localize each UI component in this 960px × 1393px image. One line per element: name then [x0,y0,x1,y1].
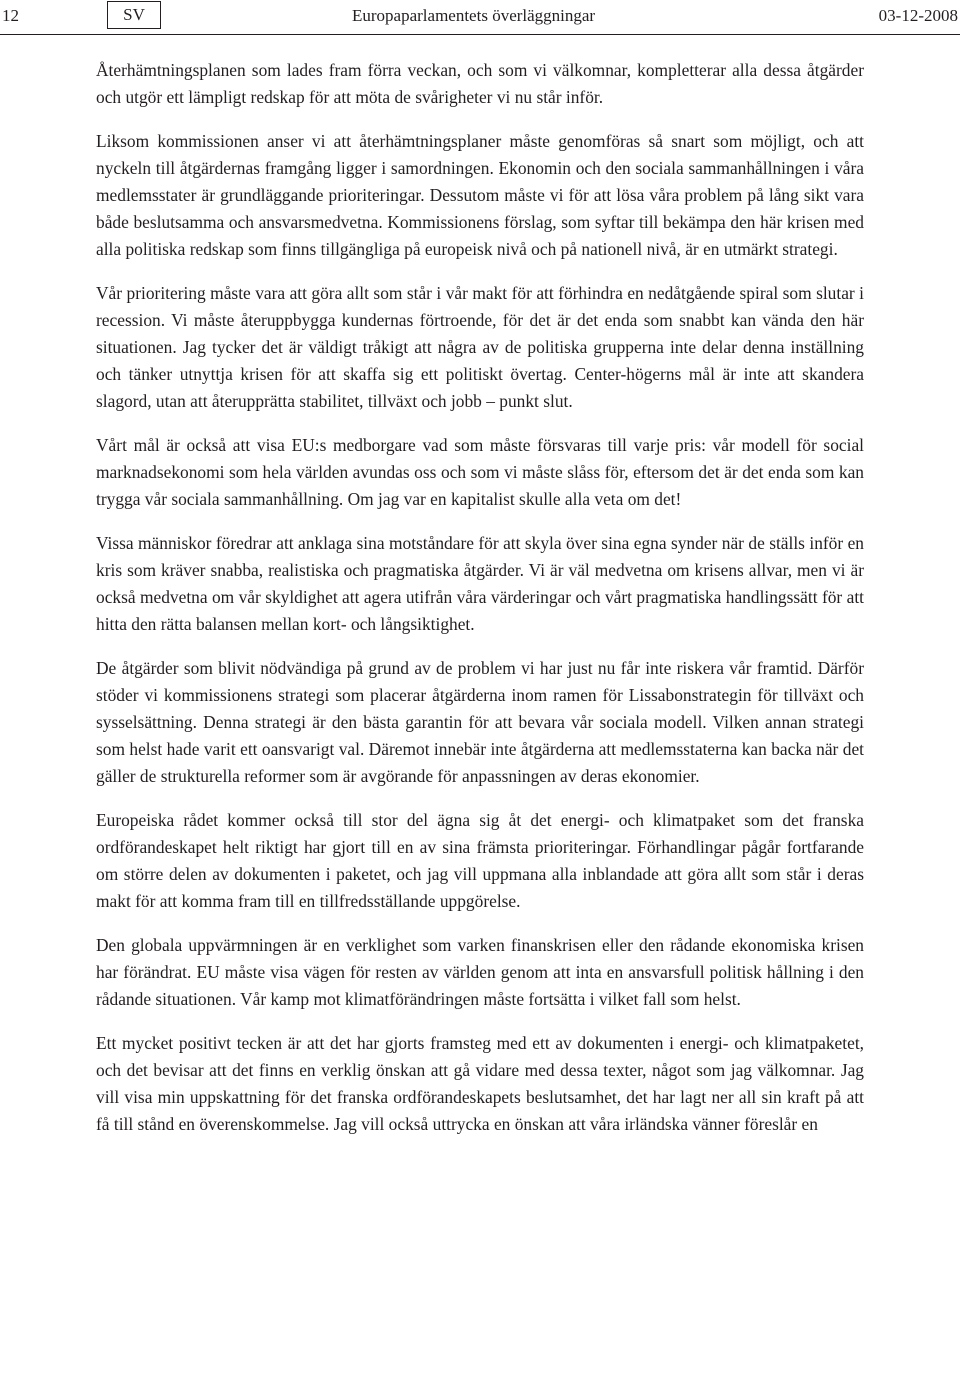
language-code-box: SV [107,1,161,29]
paragraph: Vårt mål är också att visa EU:s medborgare vad som måste försvaras till varje pris: vår modell för social marknadsekonomi som hela världen avundas oss och som vi måste slåss för, eftersom det är det enda som kan trygga vår sociala sammanhållning. Om jag var en kapitalist skulle alla veta om det! [96,435,864,509]
paragraph: Den globala uppvärmningen är en verklighet som varken finanskrisen eller den rådande ekonomiska krisen har förändrat. EU måste visa vägen för resten av världen genom att inta en ansvarsfull politisk hållning i den rådande situationen. Vår kamp mot klimatförändringen måste fortsätta i vilket fall som helst. [96,935,864,1009]
paragraph: De åtgärder som blivit nödvändiga på grund av de problem vi har just nu får inte riskera vår framtid. Därför stöder vi kommissionens strategi som placerar åtgärderna inom ramen för Lissabonstrategin för tillväxt och sysselsättning. Denna strategi är den bästa garantin för att bevara vår sociala modell. Vilken annan strategi som helst hade varit ett oansvarigt val. Däremot innebär inte åtgärderna att medlemsstaterna kan backa när det gäller de strukturella reformer som är avgörande för anpassningen av deras ekonomier. [96,658,864,786]
paragraph: Ett mycket positivt tecken är att det har gjorts framsteg med ett av dokumenten i energi- och klimatpaketet, och det bevisar att det finns en verklig önskan att gå vidare med dessa texter, något som jag välkomnar. Jag vill visa min uppskattning för det franska ordförandeskapets beslutsamhet, det har lagt ner all sin kraft på att få till stånd en överenskommelse. Jag vill också uttrycka en önskan att våra irländska vänner föreslår en [96,1033,864,1134]
document-body [96,57,864,1138]
paragraph: Vissa människor föredrar att anklaga sina motståndare för att skyla över sina egna synder när de ställs inför en kris som kräver snabba, realistiska och pragmatiska åtgärder. Vi är väl medvetna om krisens allvar, men vi är också medvetna om vår skyldighet att agera utifrån våra värderingar och vårt pragmatiska handlingssätt för att hitta den rätta balansen mellan kort- och långsiktighet. [96,533,864,634]
paragraph: Europeiska rådet kommer också till stor del ägna sig åt det energi- och klimatpaket som det franska ordförandeskapet helt riktigt har gjort till en av sina främsta prioriteringar. Förhandlingar pågår fortfarande om större delen av dokumenten i paketet, och jag vill uppmana alla inblandade att göra allt som står i deras makt för att komma fram till en tillfredsställande uppgörelse. [96,810,864,911]
page-header [0,0,960,35]
paragraph: Vår prioritering måste vara att göra allt som står i vår makt för att förhindra en nedåtgående spiral som slutar i recession. Vi måste återuppbygga kundernas förtroende, för det är det enda som snabbt kan vända den här situationen. Jag tycker det är väldigt tråkigt att några av de politiska grupperna inte delar denna inställning och tänker utnyttja krisen för att skaffa sig ett politiskt övertag. Center-högerns mål är inte att skandera slagord, utan att återupprätta stabilitet, tillväxt och jobb – punkt slut. [96,283,864,411]
page-number: 12 [2,6,19,25]
journal-title: Europaparlamentets överläggningar [352,6,596,25]
paragraph: Liksom kommissionen anser vi att återhämtningsplaner måste genomföras så snart som möjligt, och att nyckeln till åtgärdernas framgång ligger i samordningen. Ekonomin och den sociala sammanhållningen i våra medlemsstater är grundläggande prioriteringar. Dessutom måste vi för att lösa våra problem på lång sikt vara både beslutsamma och ansvarsmedvetna. Kommissionens förslag, som syftar till bekämpa den här krisen med alla politiska redskap som finns tillgängliga på europeisk nivå och på nationell nivå, är en utmärkt strategi. [96,131,864,259]
paragraph: Återhämtningsplanen som lades fram förra veckan, och som vi välkomnar, kompletterar alla dessa åtgärder och utgör ett lämpligt redskap för att möta de svårigheter vi nu står inför. [96,60,864,107]
session-date: 03-12-2008 [878,6,958,25]
